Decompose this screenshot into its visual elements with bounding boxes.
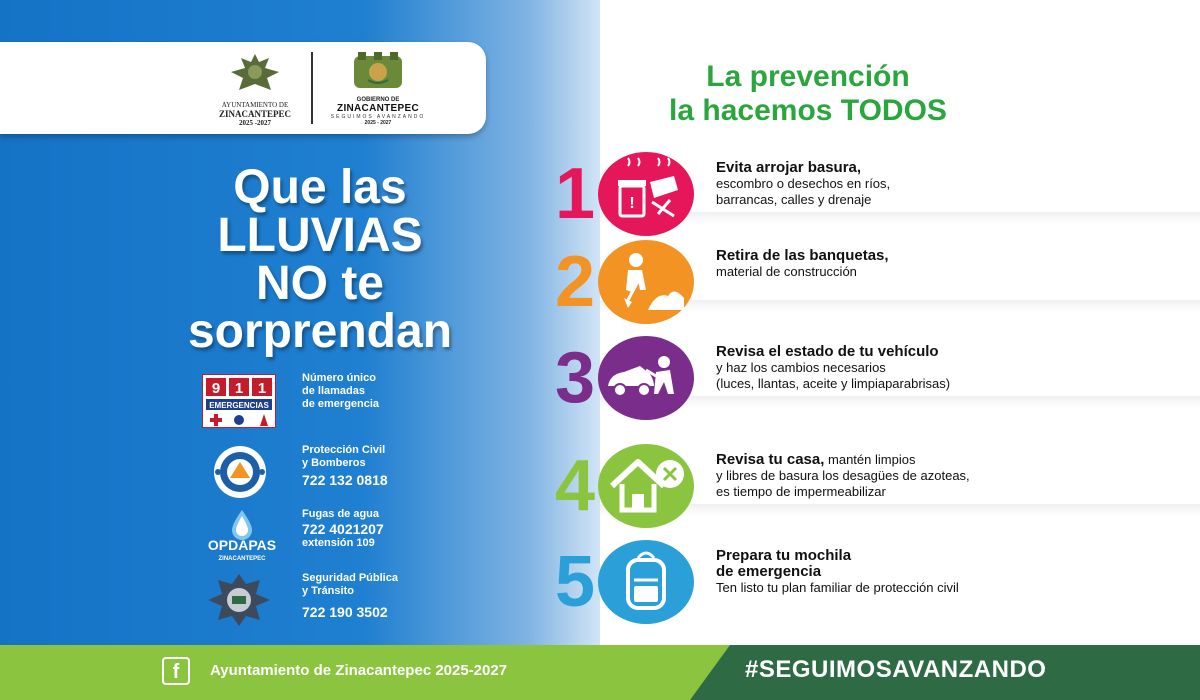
logo-divider — [311, 52, 313, 124]
ayuntamiento-logo — [205, 50, 305, 128]
step-4-title: Revisa tu casa, — [716, 451, 825, 468]
contact-opdapas-phone[interactable]: 722 4021207 — [302, 521, 384, 537]
step-1-number: 1 — [554, 154, 596, 234]
police-badge-icon — [200, 572, 282, 632]
step-4-number: 4 — [554, 446, 596, 526]
step-1-line2: escombro o desechos en ríos, — [716, 176, 891, 191]
contact-911-line3: de emergencia — [302, 398, 380, 410]
footer-hashtag: #SEGUIMOSAVANZANDO — [745, 656, 1047, 683]
logo-card — [0, 42, 486, 134]
ayuntamiento-line2: ZINACANTEPEC — [218, 109, 291, 119]
headline-line2: LLUVIAS — [217, 209, 423, 262]
car-repair-icon — [598, 336, 694, 420]
headline-line3: NO te — [255, 257, 384, 310]
prevention-title-line1: La prevención — [706, 60, 910, 93]
step-3 — [540, 336, 1200, 420]
house-tools-icon — [598, 444, 694, 528]
ayuntamiento-line1: AYUNTAMIENTO DE — [221, 101, 289, 109]
contact-seguridad-publica-phone[interactable]: 722 190 3502 — [302, 604, 388, 620]
contact-proteccion-civil-line1: Protección Civil — [302, 444, 386, 456]
step-5-number: 5 — [554, 542, 596, 622]
worker-shovel-icon — [598, 240, 694, 324]
headline — [130, 161, 510, 358]
step-4 — [540, 444, 1200, 528]
step-2-title: Retira de las banquetas, — [716, 247, 889, 264]
opdapas-logo-text: OPDAPAS — [207, 537, 277, 553]
step-4-title-rest: mantén limpios — [824, 452, 916, 467]
step-5 — [540, 540, 1200, 624]
step-5-description — [716, 548, 1196, 596]
civil-protection-icon — [200, 444, 282, 504]
prevention-title-line2: la hacemos TODOS — [669, 94, 947, 127]
contact-opdapas-extension: extensión 109 — [302, 537, 375, 549]
gobierno-line3: SEGUIMOS AVANZANDO — [330, 114, 426, 120]
gobierno-line4: 2025 - 2027 — [364, 120, 392, 126]
step-1-line3: barrancas, calles y drenaje — [716, 192, 872, 207]
step-1-title: Evita arrojar basura, — [716, 159, 862, 176]
contact-seguridad-publica-line1: Seguridad Pública — [302, 572, 398, 584]
contact-proteccion-civil-text — [302, 444, 388, 490]
step-4-line3: es tiempo de impermeabilizar — [716, 484, 886, 499]
step-2-line2: material de construcción — [716, 264, 857, 279]
step-2 — [540, 240, 1200, 324]
trash-icon — [598, 152, 694, 236]
step-2-number: 2 — [554, 242, 596, 322]
step-1-description — [716, 160, 1196, 208]
step-1 — [540, 152, 1200, 236]
facebook-icon[interactable]: f — [162, 657, 190, 685]
headline-line1: Que las — [233, 161, 407, 214]
step-3-title: Revisa el estado de tu vehículo — [716, 343, 939, 360]
contact-opdapas-text — [302, 508, 384, 550]
bat-emblem-icon — [225, 50, 285, 94]
gobierno-logo — [322, 50, 434, 126]
step-5-line2: Ten listo tu plan familiar de protección civil — [716, 580, 959, 595]
contact-proteccion-civil-phone[interactable]: 722 132 0818 — [302, 472, 388, 488]
town-emblem-icon — [348, 50, 408, 92]
step-3-line2: y haz los cambios necesarios — [716, 360, 886, 375]
step-4-line2: y libres de basura los desagües de azoteas, — [716, 468, 970, 483]
emergency-911-icon — [200, 372, 282, 432]
opdapas-logo-sub: ZINACANTEPEC — [218, 556, 266, 562]
svg-text:EMERGENCIAS: EMERGENCIAS — [209, 401, 269, 410]
contact-seguridad-publica — [200, 572, 460, 632]
contact-911-text — [302, 372, 379, 411]
gobierno-line2: ZINACANTEPEC — [337, 103, 419, 114]
contact-opdapas-line1: Fugas de agua — [302, 508, 380, 520]
step-5-title2: de emergencia — [716, 563, 822, 580]
prevention-title — [568, 60, 1048, 128]
backpack-icon — [598, 540, 694, 624]
contact-911 — [200, 372, 460, 432]
contact-911-line2: de llamadas — [302, 385, 365, 397]
contact-opdapas — [200, 508, 460, 568]
step-4-description — [716, 452, 1196, 500]
step-3-number: 3 — [554, 338, 596, 418]
step-2-description — [716, 248, 1196, 280]
svg-text:1: 1 — [234, 380, 244, 397]
headline-line4: sorprendan — [187, 305, 453, 358]
footer-facebook-page[interactable]: Ayuntamiento de Zinacantepec 2025-2027 — [210, 662, 508, 679]
contact-seguridad-publica-line2: y Tránsito — [302, 585, 354, 597]
step-5-title: Prepara tu mochila — [716, 547, 852, 564]
contact-911-line1: Número único — [302, 372, 376, 384]
contact-proteccion-civil — [200, 444, 460, 504]
opdapas-water-icon — [200, 508, 282, 568]
svg-text:9: 9 — [211, 380, 221, 397]
step-3-line3: (luces, llantas, aceite y limpiaparabrisas) — [716, 376, 951, 391]
contact-seguridad-publica-text — [302, 572, 398, 622]
contact-proteccion-civil-line2: y Bomberos — [302, 457, 366, 469]
svg-text:!: ! — [629, 195, 635, 212]
ayuntamiento-line3: 2025 -2027 — [238, 119, 272, 127]
svg-text:1: 1 — [257, 380, 267, 397]
step-3-description — [716, 344, 1196, 392]
gobierno-line1: GOBIERNO DE — [356, 97, 400, 103]
